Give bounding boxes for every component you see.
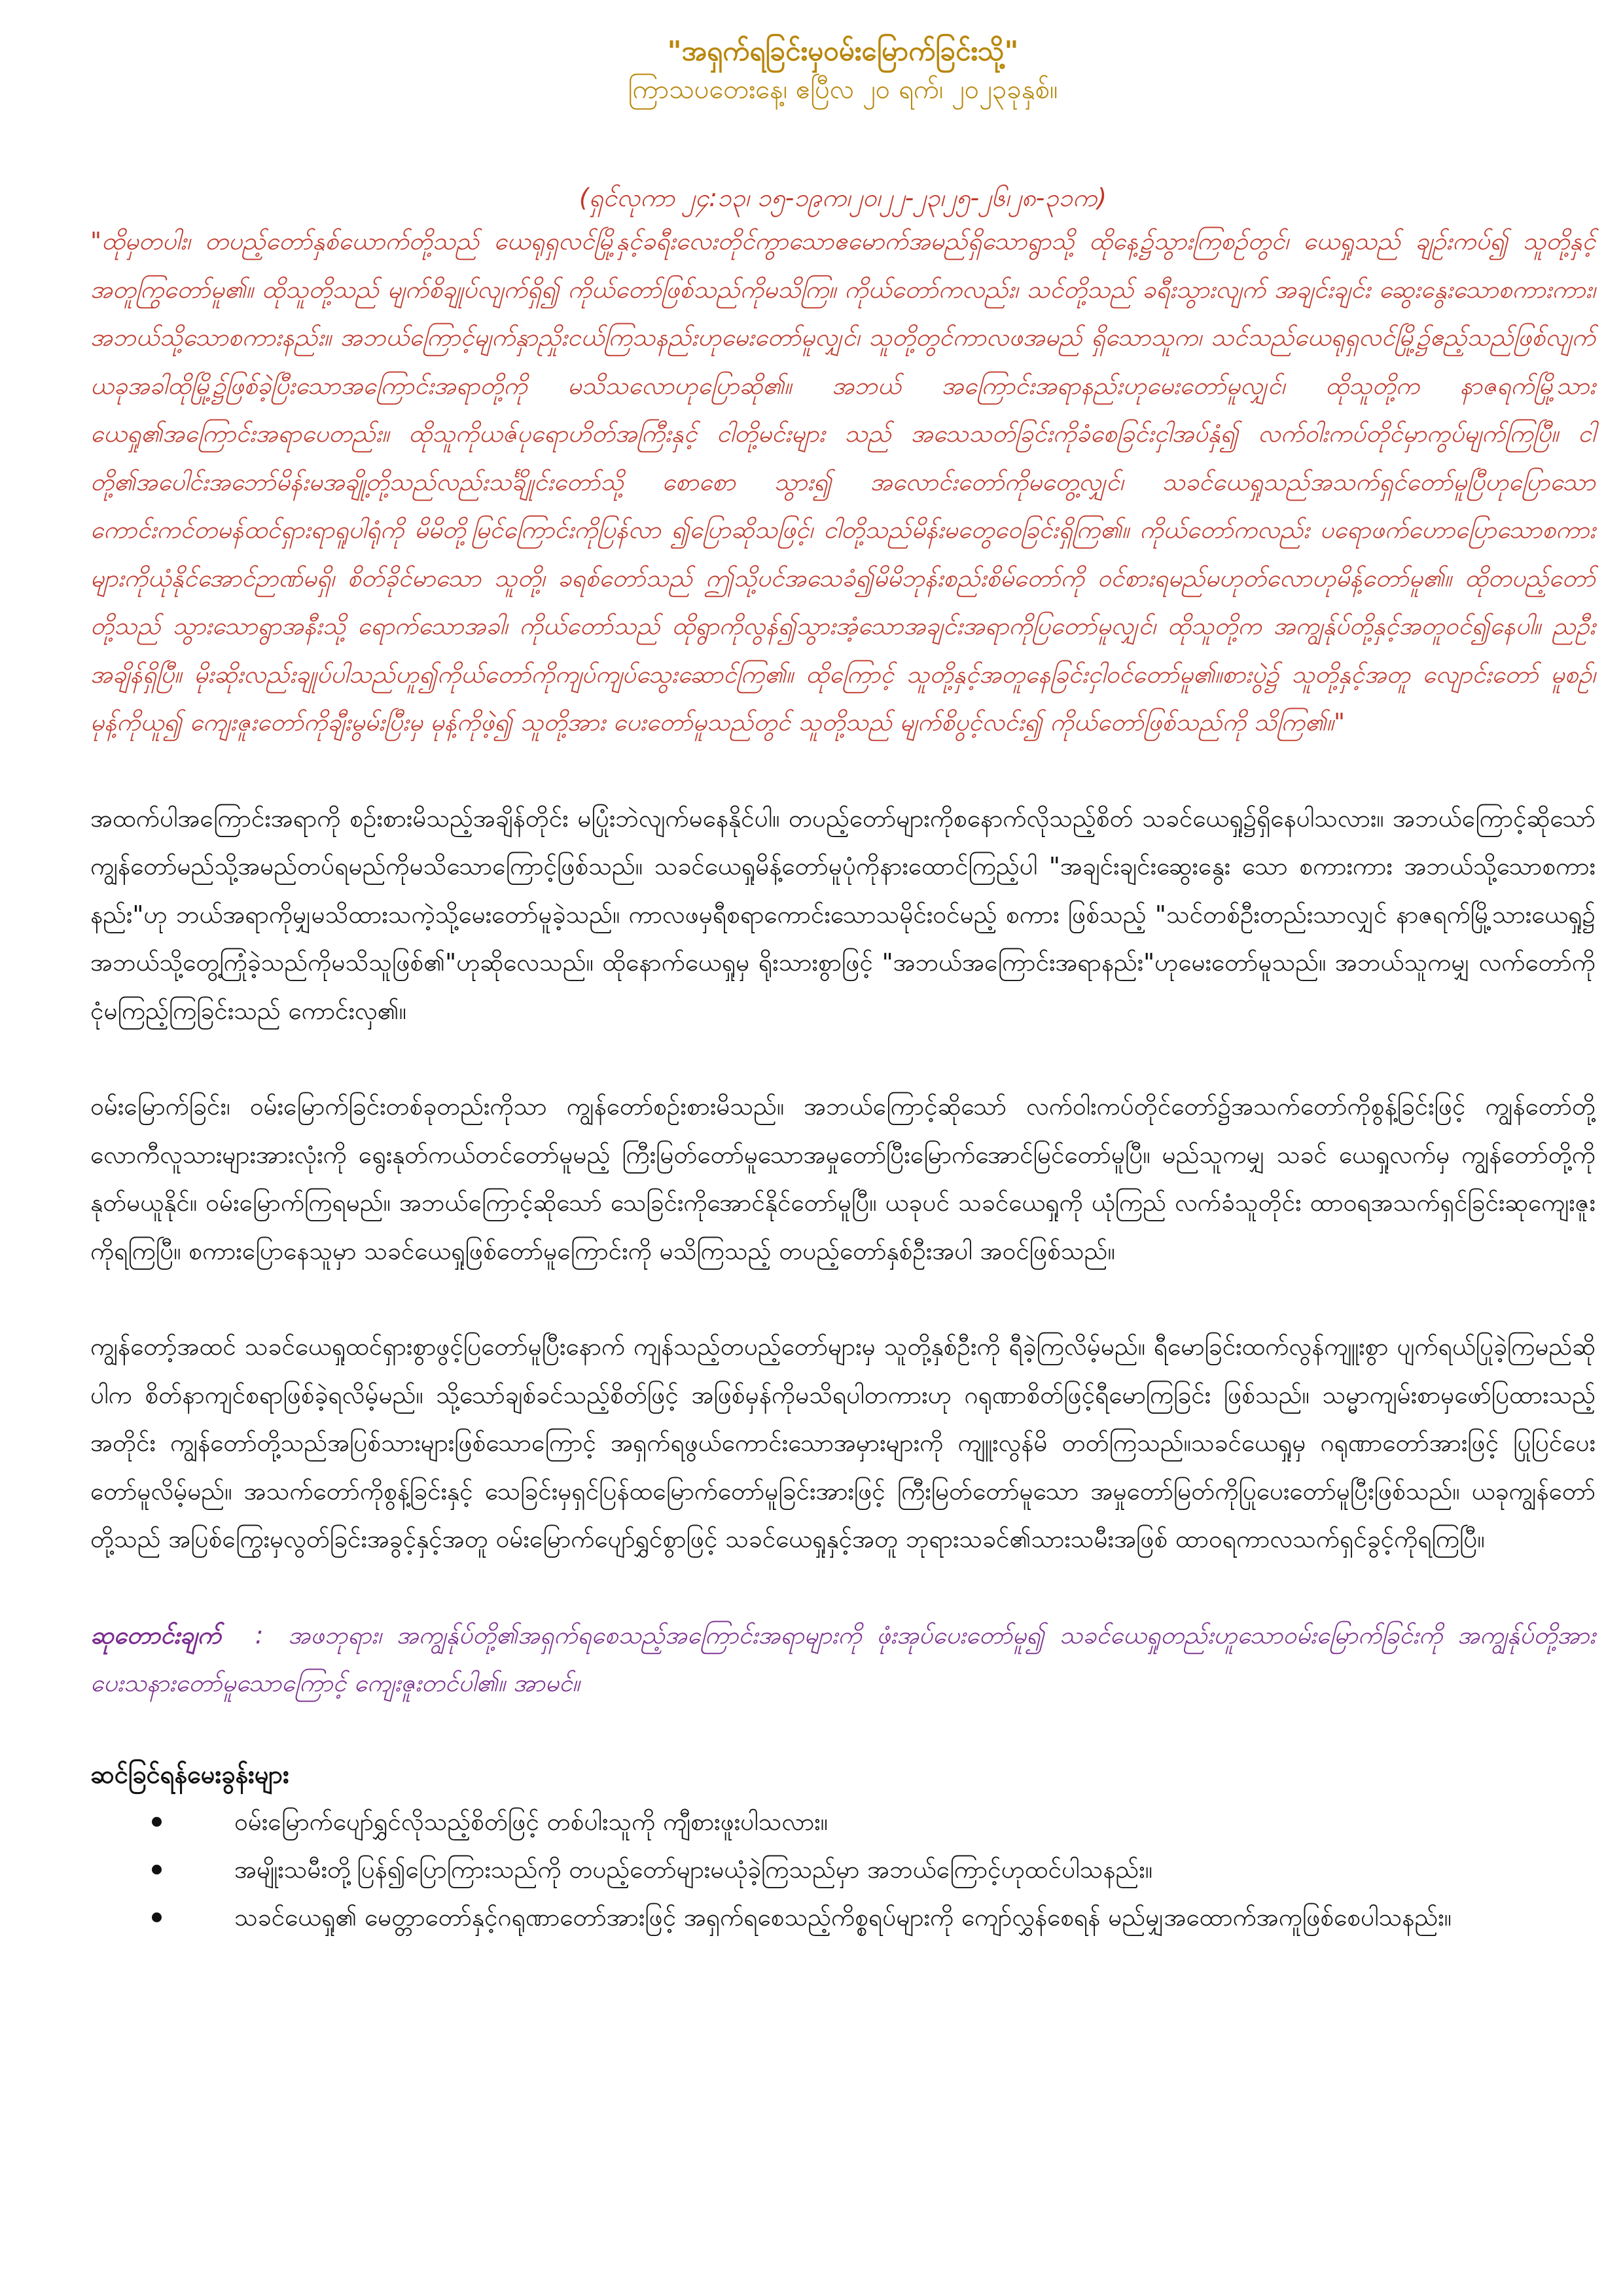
prayer-separator: : — [255, 1621, 264, 1649]
question-item — [90, 1846, 1596, 1893]
question-item — [90, 1798, 1596, 1846]
question-text: အမျိုးသမီးတို့ပြန်၍ပြောကြားသည်ကို တပည့်တော်များမယုံခဲ့ကြသည်မှာ အဘယ်ကြောင့်ဟုထင်ပါသနည်း။ — [234, 1855, 1152, 1884]
questions-heading: ဆင်ခြင်ရန်မေးခွန်းများ — [90, 1759, 289, 1789]
scripture-passage: "ထိုမှတပါး၊ တပည့်တော်နှစ်ယောက်တို့သည် ယေရုရှလင်မြို့နှင့်ခရီးလေးတိုင်ကွာသောဧမောက်အမည်ရှိသောရွာသို့ ထိုနေ့၌သွားကြစဉ်တွင်၊ ယေရှုသည် ချဉ်းကပ်၍ သူတို့နှင့်အတူကြွတော်မူ၏။ ထိုသူတို့သည် မျက်စိချုပ်လျက်ရှိ၍ ကိုယ်တော်ဖြစ်သည်ကိုမသိကြ။ ကိုယ်တော်ကလည်း၊ သင်တို့သည် ခရီးသွားလျက် အချင်းချင်း ဆွေးနွေးသောစကားကား၊ အဘယ်သို့သောစကားနည်း။ အဘယ်ကြောင့်မျက်နှာညှိုးငယ်ကြသနည်းဟုမေးတော်မူလျှင်၊ သူတို့တွင်ကာလဖအမည် ရှိသောသူက၊ သင်သည်ယေရုရှလင်မြို့၌ဧည့်သည်ဖြစ်လျက် ယခုအခါထိုမြို့၌ဖြစ်ခဲ့ပြီးသောအကြောင်းအရာတို့ကို မသိသလောဟုပြောဆို၏။ အဘယ် အကြောင်းအရာနည်းဟုမေးတော်မူလျှင်၊ ထိုသူတို့က နာဇရက်မြို့သားယေရှု၏အကြောင်းအရာပေတည်း။ ထိုသူကိုယဇ်ပုရောဟိတ်အကြီးနှင့် ငါတို့မင်းများ သည် အသေသတ်ခြင်းကိုခံစေခြင်းငှါအပ်နှံ၍ လက်ဝါးကပ်တိုင်မှာကွပ်မျက်ကြပြီ။ ငါတို့၏အပေါင်းအဘော်မိန်းမအချို့တို့သည်လည်းသင်္ချိုင်းတော်သို့ စောစော သွား၍ အလောင်းတော်ကိုမတွေ့လျှင်၊ သခင်ယေရှုသည်အသက်ရှင်တော်မူပြီဟုပြောသော ကောင်းကင်တမန်ထင်ရှားရာရူပါရုံကို မိမိတို့မြင်ကြောင်းကိုပြန်လာ ၍ပြောဆိုသဖြင့်၊ ငါတို့သည်မိန်းမတွေဝေခြင်းရှိကြ၏။ ကိုယ်တော်ကလည်း ပရောဖက်ဟောပြောသောစကားများကိုယုံနိုင်အောင်ဉာဏ်မရှိ၊ စိတ်ခိုင်မာသော သူတို့၊ ခရစ်တော်သည် ဤသို့ပင်အသေခံ၍မိမိဘုန်းစည်းစိမ်တော်ကို ဝင်စားရမည်မဟုတ်လောဟုမိန့်တော်မူ၏။ ထိုတပည့်တော်တို့သည် သွားသောရွာအနီးသို့ ရောက်သောအခါ၊ ကိုယ်တော်သည် ထိုရွာကိုလွန်၍သွားအံ့သောအချင်းအရာကိုပြတော်မူလျှင်၊ ထိုသူတို့က အကျွန်ုပ်တို့နှင့်အတူဝင်၍နေပါ။ ညဦးအချိန်ရှိပြီ။ မိုးဆိုးလည်းချုပ်ပါသည်ဟူ၍ကိုယ်တော်ကိုကျပ်ကျပ်သွေးဆောင်ကြ၏။ ထိုကြောင့် သူတို့နှင့်အတူနေခြင်းငှါဝင်တော်မူ၏။စားပွဲ၌ သူတို့နှင့်အတူ လျောင်းတော် မူစဉ်၊ မုန့်ကိုယူ၍ ကျေးဇူးတော်ကိုချီးမွမ်းပြီးမှ မုန့်ကိုဖဲ့၍ သူတို့အား ပေးတော်မူသည်တွင် သူတို့သည် မျက်စိပွင့်လင်း၍ ကိုယ်တော်ဖြစ်သည်ကို သိကြ၏။" — [90, 227, 1596, 736]
prayer-text: အဖဘုရား၊ အကျွန်ုပ်တို့၏အရှက်ရစေသည့်အကြောင်းအရာများကို ဖုံးအုပ်ပေးတော်မူ၍ သခင်ယေရှုတည်းဟူသောဝမ်းမြောက်ခြင်းကို အကျွန်ုပ်တို့အား ပေးသနားတော်မူသောကြောင့် ကျေးဇူးတင်ပါ၏။ အာမင်။ — [90, 1621, 1596, 1697]
question-text: သခင်ယေရှု၏ မေတ္တာတော်နှင့်ဂရုဏာတော်အားဖြင့် အရှက်ရစေသည့်ကိစ္စရပ်များကို ကျော်လွှန်စေရန် မည်မျှအထောက်အကူဖြစ်စေပါသနည်း။ — [234, 1903, 1452, 1931]
reflection-paragraph-2: ဝမ်းမြောက်ခြင်း၊ ဝမ်းမြောက်ခြင်းတစ်ခုတည်းကိုသာ ကျွန်တော်စဉ်းစားမိသည်။ အဘယ်ကြောင့်ဆိုသော် လက်ဝါးကပ်တိုင်တော်၌အသက်တော်ကိုစွန့်ခြင်းဖြင့် ကျွန်တော်တို့ လောကီလူသားများအားလုံးကို ရွေးနုတ်ကယ်တင်တော်မူမည့် ကြီးမြတ်တော်မူသောအမှုတော်ပြီးမြောက်အောင်မြင်တော်မူပြီ။ မည်သူကမျှ သခင် ယေရှုလက်မှ ကျွန်တော်တို့ကိုနုတ်မယူနိုင်။ ဝမ်းမြောက်ကြရမည်။ အဘယ်ကြောင့်ဆိုသော် သေခြင်းကိုအောင်နိုင်တော်မူပြီ။ ယခုပင် သခင်ယေရှုကို ယုံကြည် လက်ခံသူတိုင်း ထာဝရအသက်ရှင်ခြင်းဆုကျေးဇူးကိုရကြပြီ။ စကားပြောနေသူမှာ သခင်ယေရှုဖြစ်တော်မူကြောင်းကို မသိကြသည့် တပည့်တော်နှစ်ဦးအပါ အဝင်ဖြစ်သည်။ — [90, 1092, 1596, 1265]
reflection-paragraph-3: ကျွန်တော့်အထင် သခင်ယေရှုထင်ရှားစွာဖွင့်ပြတော်မူပြီးနောက် ကျန်သည့်တပည့်တော်များမှ သူတို့နှစ်ဦးကို ရီခဲ့ကြလိမ့်မည်။ ရီမောခြင်းထက်လွန်ကျူးစွာ ပျက်ရယ်ပြုခဲ့ကြမည်ဆိုပါက စိတ်နာကျင်စရာဖြစ်ခဲ့ရလိမ့်မည်။ သို့သော်ချစ်ခင်သည့်စိတ်ဖြင့် အဖြစ်မှန်ကိုမသိရပါတကားဟု ဂရုဏာစိတ်ဖြင့်ရီမောကြခြင်း ဖြစ်သည်။ သမ္မာကျမ်းစာမှဖော်ပြထားသည့်အတိုင်း ကျွန်တော်တို့သည်အပြစ်သားများဖြစ်သောကြောင့် အရှက်ရဖွယ်ကောင်းသောအမှားများကို ကျူးလွန်မိ တတ်ကြသည်။သခင်ယေရှုမှ ဂရုဏာတော်အားဖြင့် ပြုပြင်ပေးတော်မူလိမ့်မည်။ အသက်တော်ကိုစွန့်ခြင်းနှင့် သေခြင်းမှရှင်ပြန်ထမြောက်တော်မူခြင်းအားဖြင့် ကြီးမြတ်တော်မူသော အမှုတော်မြတ်ကိုပြုပေးတော်မူပြီးဖြစ်သည်။ ယခုကျွန်တော်တို့သည် အပြစ်ကြွေးမှလွတ်ခြင်းအခွင့်နှင့်အတူ ဝမ်းမြောက်ပျော်ရွှင်စွာဖြင့် သခင်ယေရှုနှင့်အတူ ဘုရားသခင်၏သားသမီးအဖြစ် ထာဝရကာလသက်ရှင်ခွင့်ကိုရကြပြီ။ — [90, 1333, 1596, 1553]
bullet-icon — [152, 1912, 162, 1922]
prayer-block — [90, 1611, 1596, 1708]
reflection-paragraph-1: အထက်ပါအကြောင်းအရာကို စဉ်းစားမိသည့်အချိန်တိုင်း မပြုံးဘဲလျက်မနေနိုင်ပါ။ တပည့်တော်များကိုစနောက်လိုသည့်စိတ် သခင်ယေရှု၌ရှိနေပါသလား။ အဘယ်ကြောင့်ဆိုသော် ကျွန်တော်မည်သို့အမည်တပ်ရမည်ကိုမသိသောကြောင့်ဖြစ်သည်။ သခင်ယေရှုမိန့်တော်မူပုံကိုနားထောင်ကြည့်ပါ "အချင်းချင်းဆွေးနွေး သော စကားကား အဘယ်သို့သောစကားနည်း"ဟု ဘယ်အရာကိုမျှမသိထားသကဲ့သို့မေးတော်မူခဲ့သည်။ ကာလဖမှရီစရာကောင်းသောသမိုင်းဝင်မည့် စကား ဖြစ်သည့် "သင်တစ်ဦးတည်းသာလျှင် နာဇရက်မြို့သားယေရှု၌ အဘယ်သို့တွေ့ကြုံခဲ့သည်ကိုမသိသူဖြစ်၏"ဟုဆိုလေသည်။ ထိုနောက်ယေရှုမှ ရိုးသားစွာဖြင့် "အဘယ်အကြောင်းအရာနည်း"ဟုမေးတော်မူသည်။ အဘယ်သူကမျှ လက်တော်ကိုငုံမကြည့်ကြခြင်းသည် ကောင်းလှ၏။ — [90, 804, 1596, 1025]
question-item — [90, 1893, 1596, 1941]
scripture-reference: (ရှင်လုကာ ၂၄:၁၃၊ ၁၅-၁၉က၊၂၀၊၂၂-၂၃၊၂၅-၂၆၊၂၈-၃၁က) — [579, 183, 1107, 212]
page-title: "အရှက်ရခြင်းမှဝမ်းမြောက်ခြင်းသို့" — [667, 35, 1019, 67]
devotion-date: ကြာသပတေးနေ့၊ ဧပြီလ ၂၀ ရက်၊ ၂၀၂၃ခုနှစ်။ — [628, 75, 1058, 105]
devotional-page — [90, 31, 1596, 1941]
prayer-label: ဆုတောင်းချက် — [90, 1621, 221, 1649]
bullet-icon — [152, 1865, 162, 1874]
bullet-icon — [152, 1817, 162, 1827]
question-text: ဝမ်းမြောက်ပျော်ရွှင်လိုသည့်စိတ်ဖြင့် တစ်ပါးသူကို ကျီစားဖူးပါသလား။ — [234, 1807, 828, 1836]
questions-list — [90, 1798, 1596, 1941]
